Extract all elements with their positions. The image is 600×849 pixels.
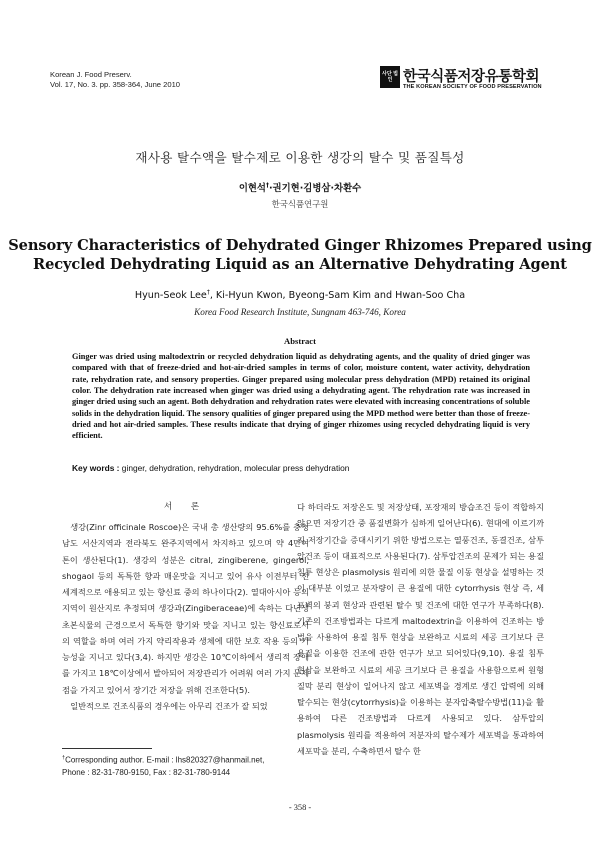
- title-english-line2: Recycled Dehydrating Liquid as an Alternative Dehydrating Agent: [33, 255, 567, 273]
- authors-rest-korean: ·권기현·김병삼·차환수: [268, 183, 362, 194]
- corresponding-mark-english: †: [206, 289, 210, 296]
- abstract-text: Ginger was dried using maltodextrin or recycled dehydration liquid as dehydrating agents, and the quality of dried ginger was compared with that of freeze-dried and hot-air-dried samples in terms of color, moisture content, water activity, dehydration rate, rehydration rate, and sensory properties. Ginger prepared using molecular press dehydration (MPD) retained its original color. The dehydration rate increased when ginger was dried using a dehydrating agent. The rehydration rate was increased in ginger dried using such an agent. Both dehydration and rehydration rates were elevated with increasing concentrations of soluble solids in the dehydration liquid. The sensory qualities of ginger prepared using the MPD method were better than those of freeze-dried and hot air-dried samples. These results indicate that drying of ginger rhizomes using recycled dehydrating liquid is very efficient.: [72, 352, 530, 441]
- abstract-heading: Abstract: [284, 336, 316, 346]
- title-korean: 재사용 탈수액을 탈수제로 이용한 생강의 탈수 및 품질특성: [135, 150, 465, 165]
- page-number: - 358 -: [288, 803, 312, 812]
- journal-citation: [50, 70, 180, 89]
- title-english-line1: Sensory Characteristics of Dehydrated Ginger Rhizomes Prepared using: [8, 237, 592, 254]
- paragraph: 다 하더라도 저장온도 및 저장상태, 포장재의 방습조건 등이 적합하지 않으면 저장기간 중 품질변화가 심하게 일어난다(6). 현대에 이르기까지 저장기간을 증대시키기 위한 방법으로는 열풍건조, 동결건조, 삼투압건조 등이 대표적으로 사용된다(7). 삼투압건조의 문제가 되는 용질 침투 현상은 plasmolysis 원리에 의한 물질 이동 현상을 설명하는 것이 대부분 이었고 분자량이 큰 용질에 대한 cytorrhysis 현상 즉, 세포벽의 붕괴 현상과 관련된 탈수 및 건조에 대한 연구가 부족하다(8). 기존의 건조방법과는 다르게 maltodextrin을 이용하여 건조하는 방법을 사용하여 용질 침투 현상을 보완하고 시료의 세공 크기보다 큰 용질을 이용한 건조에 관한 연구가 보고 되어있다(9,10). 용질 침투 현상을 보완하고 시료의 세공 크기보다 큰 용질을 사용함으로써 원형질막 분리 현상이 일어나지 않고 세포벽을 경계로 생긴 압력에 의해 탈수되는 현상(cytorrhysis)을 이용하는 분자압축탈수방법(11)을 활용하여 다른 건조방법과 다르게 사용되고 있다. 삼투압의 plasmolysis 원리를 적용하여 저분자의 탈수제가 세포벽을 통과하여 세포막을 분리, 수축하면서 탈수 한: [297, 502, 544, 756]
- author-first-korean: 이현석: [238, 183, 266, 194]
- journal-name: Korean J. Food Preserv.: [50, 70, 132, 79]
- institution-korean: 한국식품연구원: [271, 199, 329, 209]
- society-name-korean: 한국식품저장유통학회: [403, 69, 540, 85]
- journal-volume: Vol. 17, No. 3. pp. 358-364, June 2010: [50, 79, 181, 89]
- footnote-phone-fax: Phone : 82-31-780-9150, Fax : 82-31-780-9144: [62, 767, 231, 777]
- footnote-divider: [62, 748, 152, 749]
- society-name-english: THE KOREAN SOCIETY OF FOOD PRESERVATION: [403, 84, 542, 90]
- paragraph: 생강(Zinr officinale Roscoe)은 국내 총 생산량의 95.6%를 충청남도 서산지역과 전라북도 완주지역에서 차지하고 있으며 약 4만여 톤이 생산된다(1). 생강의 성분은 citral, zingiberene, gingerol, shogaol 등의 독특한 향과 매운맛을 지니고 있어 유사 이전부터 전 세계적으로 애용되고 있는 향신료 중의 하나이다(2). 열대아시아 등의 지역이 원산지로 추정되며 생강과(Zingiberaceae)에 속하는 다년생 초본식물의 근경으로서 독특한 향기와 맛을 지니고 있는 향신료로서의 역할을 하며 여러 가지 약리작용과 생체에 대한 보호 작용 등의 기능성을 지니고 있다(3,4). 하지만 생강은 10℃이하에서 생리적 장애를 가지고 18℃이상에서 발아되어 저장관리가 어려워 여러 가지 문제점을 가지고 있어서 장기간 저장을 위해 건조한다(5).: [62, 522, 309, 695]
- authors-english: [0, 289, 600, 301]
- society-logo-icon: 사단 법인: [380, 66, 400, 88]
- footnote-author-email: Corresponding author. E-mail : lhs820327@hanmail.net,: [65, 755, 265, 765]
- body-column-right: [297, 499, 544, 759]
- corresponding-mark: †: [265, 181, 269, 189]
- author-first-english: Hyun-Seok Lee: [134, 290, 207, 302]
- paragraph: 일반적으로 건조식품의 경우에는 아무리 건조가 잘 되었: [70, 700, 268, 711]
- keywords-text: ginger, dehydration, rehydration, molecular press dehydration: [121, 463, 350, 473]
- body-column-left: [62, 499, 309, 714]
- authors-korean: [0, 180, 600, 194]
- footnote-mark: †: [62, 755, 66, 761]
- keywords-label: Key words :: [72, 463, 122, 473]
- footnote: [62, 752, 302, 779]
- society-header: [380, 66, 560, 96]
- authors-rest-english: , Ki-Hyun Kwon, Byeong-Sam Kim and Hwan-Soo Cha: [209, 290, 466, 302]
- institution-english: Korea Food Research Institute, Sungnam 463-746, Korea: [194, 307, 406, 317]
- keywords: [72, 463, 530, 473]
- section-heading-introduction: 서 론: [163, 502, 208, 512]
- title-english: [0, 237, 600, 274]
